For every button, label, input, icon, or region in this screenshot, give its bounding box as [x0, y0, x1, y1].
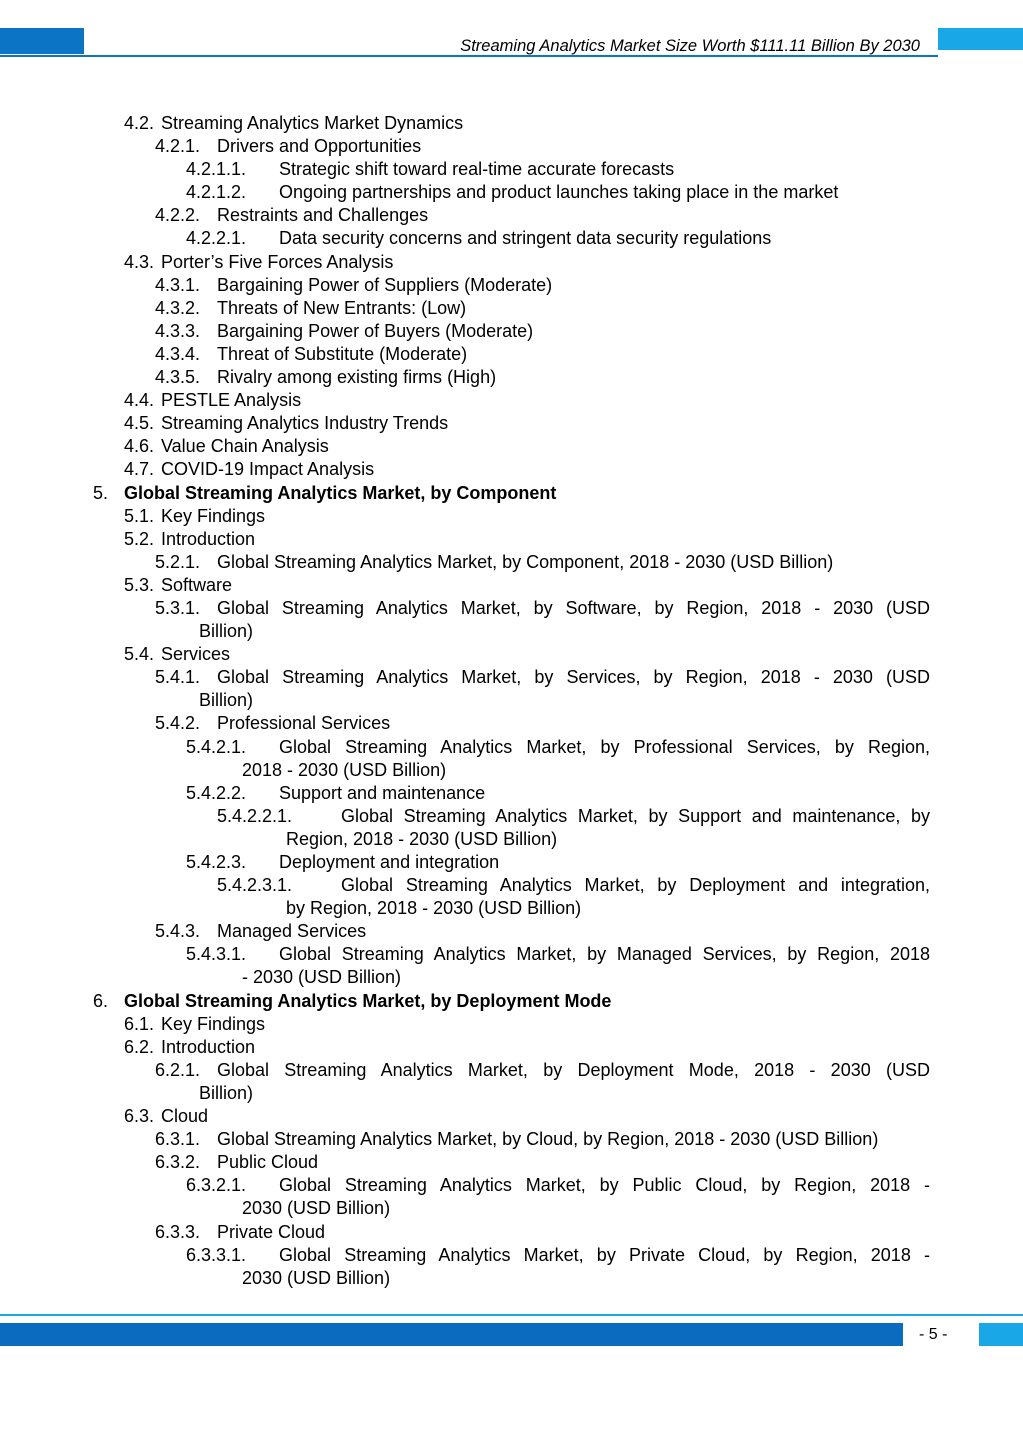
header-title: Streaming Analytics Market Size Worth $111.11 Billion By 2030 [460, 37, 920, 55]
toc-entry [0, 1059, 1023, 1082]
toc-entry-title: Public Cloud [217, 1152, 319, 1173]
toc-entry-title: Ongoing partnerships and product launches taking place in the market [279, 182, 839, 203]
toc-entry-number: 4.3.4. [155, 343, 201, 364]
toc-entry-number: 4.2.1.1. [186, 159, 247, 180]
toc-entry [0, 782, 1023, 805]
toc-entry-title: Threats of New Entrants: (Low) [217, 297, 467, 318]
toc-entry [0, 920, 1023, 943]
toc-entry-title: Bargaining Power of Suppliers (Moderate) [217, 274, 553, 295]
toc-entry-title: Data security concerns and stringent data security regulations [279, 228, 772, 249]
toc-entry-continuation [0, 966, 1023, 989]
toc-entry [0, 274, 1023, 297]
toc-entry-title: Global Streaming Analytics Market, by Services, by Region, 2018 - 2030 (USD [217, 667, 930, 688]
toc-entry-number: 5.4.2.3. [186, 852, 247, 872]
toc-entry-number: 4.5. [124, 413, 155, 434]
toc-entry-title: Global Streaming Analytics Market, by Managed Services, by Region, 2018 [279, 944, 930, 965]
toc-entry-number: 4.3.3. [155, 320, 201, 341]
header-accent-left [0, 28, 84, 54]
toc-entry-number: 5.2. [124, 528, 155, 549]
toc-entry-number: 4.2.2. [155, 205, 201, 226]
toc-entry-title: PESTLE Analysis [161, 390, 302, 411]
toc-entry [0, 412, 1023, 435]
toc-entry-number: 5.4.3. [155, 921, 201, 942]
toc-entry [0, 1244, 1023, 1267]
toc-entry-title: Cloud [161, 1106, 209, 1127]
toc-entry-title: Value Chain Analysis [161, 436, 329, 457]
toc-entry-number: 5. [93, 482, 109, 503]
toc-entry [0, 181, 1023, 204]
toc-entry-title: Introduction [161, 1036, 256, 1057]
toc-entry-title: Services [161, 644, 231, 665]
toc-entry [0, 1036, 1023, 1059]
toc-entry-title-continued: Billion) [199, 621, 254, 642]
toc-entry-number: 4.3.5. [155, 367, 201, 388]
toc-entry [0, 551, 1023, 574]
toc-entry-continuation [0, 759, 1023, 782]
toc-entry [0, 389, 1023, 412]
toc-entry-number: 6.3.3. [155, 1221, 201, 1242]
toc-entry-title-continued: 2030 (USD Billion) [242, 1267, 391, 1288]
toc-entry-number: 4.2.1. [155, 136, 201, 157]
toc-entry [0, 528, 1023, 551]
toc-entry [0, 574, 1023, 597]
footer-accent-right [979, 1323, 1023, 1346]
toc-entry-title-continued: Billion) [199, 1082, 254, 1103]
toc-entry-title-continued: by Region, 2018 - 2030 (USD Billion) [286, 898, 582, 919]
toc-entry-title: Software [161, 574, 233, 595]
toc-entry-title: Key Findings [161, 1013, 266, 1034]
toc-entry-title: Support and maintenance [279, 782, 486, 803]
header-rule [0, 55, 938, 57]
toc-entry-number: 5.4. [124, 644, 155, 665]
toc-entry-title: Global Streaming Analytics Market, by Support and maintenance, by [341, 805, 930, 826]
toc-entry-title: Global Streaming Analytics Market, by Deployment and integration, [341, 875, 930, 896]
toc-entry-title: COVID-19 Impact Analysis [161, 459, 375, 480]
page-number: - 5 - [919, 1326, 948, 1343]
toc-entry-title: Global Streaming Analytics Market, by Professional Services, by Region, [279, 736, 930, 757]
toc-entry-continuation [0, 897, 1023, 920]
toc-entry-number: 6. [93, 990, 109, 1011]
toc-entry-number: 6.1. [124, 1013, 155, 1034]
toc-entry-continuation [0, 620, 1023, 643]
toc-entry-title: Streaming Analytics Market Dynamics [161, 113, 464, 133]
toc-entry-number: 4.3.2. [155, 297, 201, 318]
toc-entry [0, 1128, 1023, 1151]
toc-entry-title: Global Streaming Analytics Market, by Public Cloud, by Region, 2018 - [279, 1175, 930, 1196]
toc-entry-title: Streaming Analytics Industry Trends [161, 413, 449, 434]
toc-entry [0, 251, 1023, 274]
toc-entry-title: Global Streaming Analytics Market, by Cloud, by Region, 2018 - 2030 (USD Billion) [217, 1129, 879, 1150]
toc-entry-number: 4.4. [124, 390, 155, 411]
toc-entry-number: 6.3.2. [155, 1152, 201, 1173]
toc-entry-title-continued: Billion) [199, 690, 254, 711]
toc-entry [0, 805, 1023, 828]
toc-entry-number: 5.4.2. [155, 713, 201, 734]
toc-entry [0, 482, 1023, 505]
footer-bar [0, 1323, 903, 1346]
toc-entry-number: 6.3. [124, 1106, 155, 1127]
toc-entry [0, 712, 1023, 735]
toc-entry-number: 5.4.2.2.1. [217, 805, 293, 826]
toc-entry [0, 320, 1023, 343]
toc-entry-title: Managed Services [217, 921, 367, 942]
toc-entry-continuation [0, 828, 1023, 851]
footer-rule [0, 1314, 1023, 1316]
toc-entry-continuation [0, 1267, 1023, 1290]
toc-entry-title: Threat of Substitute (Moderate) [217, 343, 468, 364]
toc-entry-title-continued: Region, 2018 - 2030 (USD Billion) [286, 828, 558, 849]
toc-entry [0, 366, 1023, 389]
toc-entry [0, 343, 1023, 366]
toc-entry [0, 990, 1023, 1013]
toc-entry-number: 5.4.2.2. [186, 782, 247, 803]
toc-entry-number: 6.2.1. [155, 1059, 201, 1080]
toc-entry-title: Porter’s Five Forces Analysis [161, 251, 394, 272]
toc-entry-continuation [0, 689, 1023, 712]
toc-entry [0, 1174, 1023, 1197]
toc-entry [0, 227, 1023, 250]
toc-entry-title-continued: 2018 - 2030 (USD Billion) [242, 759, 447, 780]
toc-entry-number: 6.2. [124, 1036, 155, 1057]
toc-entry-title: Strategic shift toward real-time accurate forecasts [279, 159, 675, 180]
toc-entry [0, 505, 1023, 528]
toc-entry-title: Global Streaming Analytics Market, by Component, 2018 - 2030 (USD Billion) [217, 551, 834, 572]
toc-entry [0, 204, 1023, 227]
toc-entry-number: 4.3.1. [155, 274, 201, 295]
toc-entry-number: 6.3.3.1. [186, 1244, 247, 1265]
toc-entry [0, 851, 1023, 874]
toc-entry-title: Deployment and integration [279, 852, 500, 872]
toc-entry-number: 6.3.2.1. [186, 1175, 247, 1196]
toc-entry-continuation [0, 1082, 1023, 1105]
toc-entry-number: 5.4.1. [155, 667, 201, 688]
toc-entry-number: 5.1. [124, 505, 155, 526]
toc-entry-title: Private Cloud [217, 1221, 326, 1242]
toc-entry-number: 4.2.1.2. [186, 182, 247, 203]
toc-entry-title: Global Streaming Analytics Market, by Deployment Mode [124, 990, 612, 1011]
toc-entry [0, 874, 1023, 897]
toc-entry-number: 4.2. [124, 113, 155, 133]
toc-entry [0, 666, 1023, 689]
toc-entry-title: Rivalry among existing firms (High) [217, 367, 497, 388]
toc-entry [0, 597, 1023, 620]
toc-entry-title: Global Streaming Analytics Market, by Software, by Region, 2018 - 2030 (USD [217, 597, 930, 618]
toc-entry-title: Drivers and Opportunities [217, 136, 422, 157]
toc-entry-title: Global Streaming Analytics Market, by Deployment Mode, 2018 - 2030 (USD [217, 1059, 930, 1080]
toc-entry [0, 135, 1023, 158]
toc-entry [0, 1151, 1023, 1174]
toc-entry-title: Introduction [161, 528, 256, 549]
toc-entry [0, 112, 1023, 135]
toc-entry-title: Global Streaming Analytics Market, by Component [124, 482, 557, 503]
toc-entry [0, 736, 1023, 759]
toc-entry [0, 435, 1023, 458]
toc-entry-number: 4.7. [124, 459, 155, 480]
toc-entry-number: 5.2.1. [155, 551, 201, 572]
toc-entry-title: Global Streaming Analytics Market, by Private Cloud, by Region, 2018 - [279, 1244, 930, 1265]
toc-entry-number: 5.4.2.3.1. [217, 875, 293, 896]
toc-entry-title: Restraints and Challenges [217, 205, 429, 226]
header-accent-right [938, 28, 1023, 50]
toc-entry-number: 5.4.2.1. [186, 736, 247, 757]
toc-entry-number: 6.3.1. [155, 1129, 201, 1150]
toc-entry [0, 158, 1023, 181]
toc-entry-continuation [0, 1197, 1023, 1220]
toc-entry [0, 1013, 1023, 1036]
toc-entry-title: Professional Services [217, 713, 391, 734]
toc-entry [0, 1105, 1023, 1128]
toc-entry-number: 5.4.3.1. [186, 944, 247, 965]
toc-entry-title-continued: 2030 (USD Billion) [242, 1198, 391, 1219]
toc-entry [0, 943, 1023, 966]
toc-entry [0, 458, 1023, 481]
toc-entry-title-continued: - 2030 (USD Billion) [242, 967, 402, 988]
toc-entry-number: 4.3. [124, 251, 155, 272]
toc-entry-title: Key Findings [161, 505, 266, 526]
toc-entry-number: 4.6. [124, 436, 155, 457]
toc-entry-number: 5.3.1. [155, 597, 201, 618]
toc-entry [0, 643, 1023, 666]
toc-entry-number: 5.3. [124, 574, 155, 595]
toc-entry-number: 4.2.2.1. [186, 228, 247, 249]
toc-entry [0, 297, 1023, 320]
table-of-contents [0, 112, 1023, 1290]
toc-entry [0, 1221, 1023, 1244]
toc-entry-title: Bargaining Power of Buyers (Moderate) [217, 320, 534, 341]
